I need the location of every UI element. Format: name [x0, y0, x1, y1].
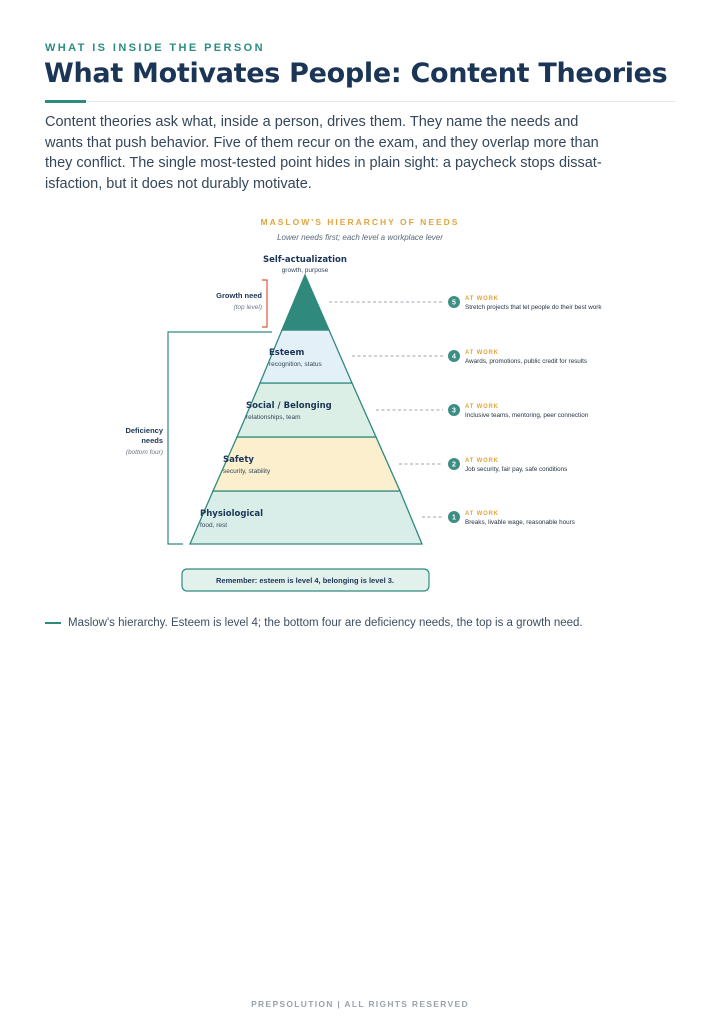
- level-5-name: Self-actualization: [263, 255, 347, 265]
- footer: PREPSOLUTION | ALL RIGHTS RESERVED: [251, 999, 469, 1009]
- caption-dash: [45, 622, 61, 624]
- diagram-title: MASLOW'S HIERARCHY OF NEEDS: [260, 217, 460, 227]
- level-badge-3-number: 3: [452, 407, 456, 415]
- level-3-name: Social / Belonging: [246, 401, 332, 411]
- reminder-text: Remember: esteem is level 4, belonging is level 3.: [216, 576, 394, 585]
- diagram-subtitle: Lower needs first; each level a workplace lever: [277, 233, 443, 242]
- title-accent-rule: [45, 100, 86, 103]
- level-4-name: Esteem: [269, 348, 305, 358]
- intro-paragraph: Content theories ask what, inside a person, drives them. They name the needs and wants that push behavior. Five of them recur on the exam, and they overlap more than they conflict. The single most-tested point hides in plain sight: a paycheck stops dissat-isfaction, but it does not durably motivate.: [45, 114, 602, 192]
- deficiency-label-line1: Deficiency: [125, 426, 163, 435]
- level-badge-4-number: 4: [452, 353, 456, 361]
- maslow-diagram: [0, 205, 720, 605]
- growth-label: Growth need: [216, 291, 262, 300]
- work-note-4: [448, 350, 587, 365]
- work-note-3: [448, 404, 589, 419]
- deficiency-sub: (bottom four): [125, 449, 163, 456]
- growth-sub: (top level): [233, 304, 262, 311]
- at-work-label-4: AT WORK: [465, 350, 499, 356]
- work-note-1: [448, 511, 575, 526]
- level-5-desc: growth, purpose: [281, 267, 329, 274]
- level-2-name: Safety: [223, 455, 254, 465]
- level-1-name: Physiological: [200, 509, 264, 519]
- level-3-desc: relationships, team: [246, 414, 301, 421]
- deficiency-label-line2: needs: [141, 436, 163, 445]
- title-divider: [86, 101, 676, 102]
- at-work-label-5: AT WORK: [465, 296, 499, 302]
- work-note-2: [448, 458, 567, 473]
- work-note-5: [448, 296, 602, 311]
- level-4-desc: recognition, status: [269, 361, 322, 368]
- page-title: What Motivates People: Content Theories: [44, 58, 668, 89]
- level-2-desc: security, stability: [223, 468, 271, 475]
- figure-caption: [45, 617, 583, 629]
- level-badge-5-number: 5: [452, 299, 456, 307]
- section-eyebrow: WHAT IS INSIDE THE PERSON: [45, 42, 265, 54]
- at-work-text-3: Inclusive teams, mentoring, peer connection: [465, 412, 589, 419]
- level-1-desc: food, rest: [200, 522, 228, 529]
- at-work-label-2: AT WORK: [465, 458, 499, 464]
- at-work-text-2: Job security, fair pay, safe conditions: [465, 466, 568, 473]
- at-work-label-1: AT WORK: [465, 511, 499, 517]
- at-work-text-5: Stretch projects that let people do their best work: [465, 304, 602, 311]
- level-badge-2-number: 2: [452, 461, 456, 469]
- level-badge-1-number: 1: [452, 514, 456, 522]
- caption-text: Maslow's hierarchy. Esteem is level 4; the bottom four are deficiency needs, the top is a growth need.: [68, 617, 583, 629]
- pyramid-level-5: [282, 275, 329, 330]
- at-work-label-3: AT WORK: [465, 404, 499, 410]
- at-work-text-1: Breaks, livable wage, reasonable hours: [465, 519, 575, 526]
- growth-bracket: [262, 280, 267, 327]
- at-work-text-4: Awards, promotions, public credit for results: [465, 358, 588, 365]
